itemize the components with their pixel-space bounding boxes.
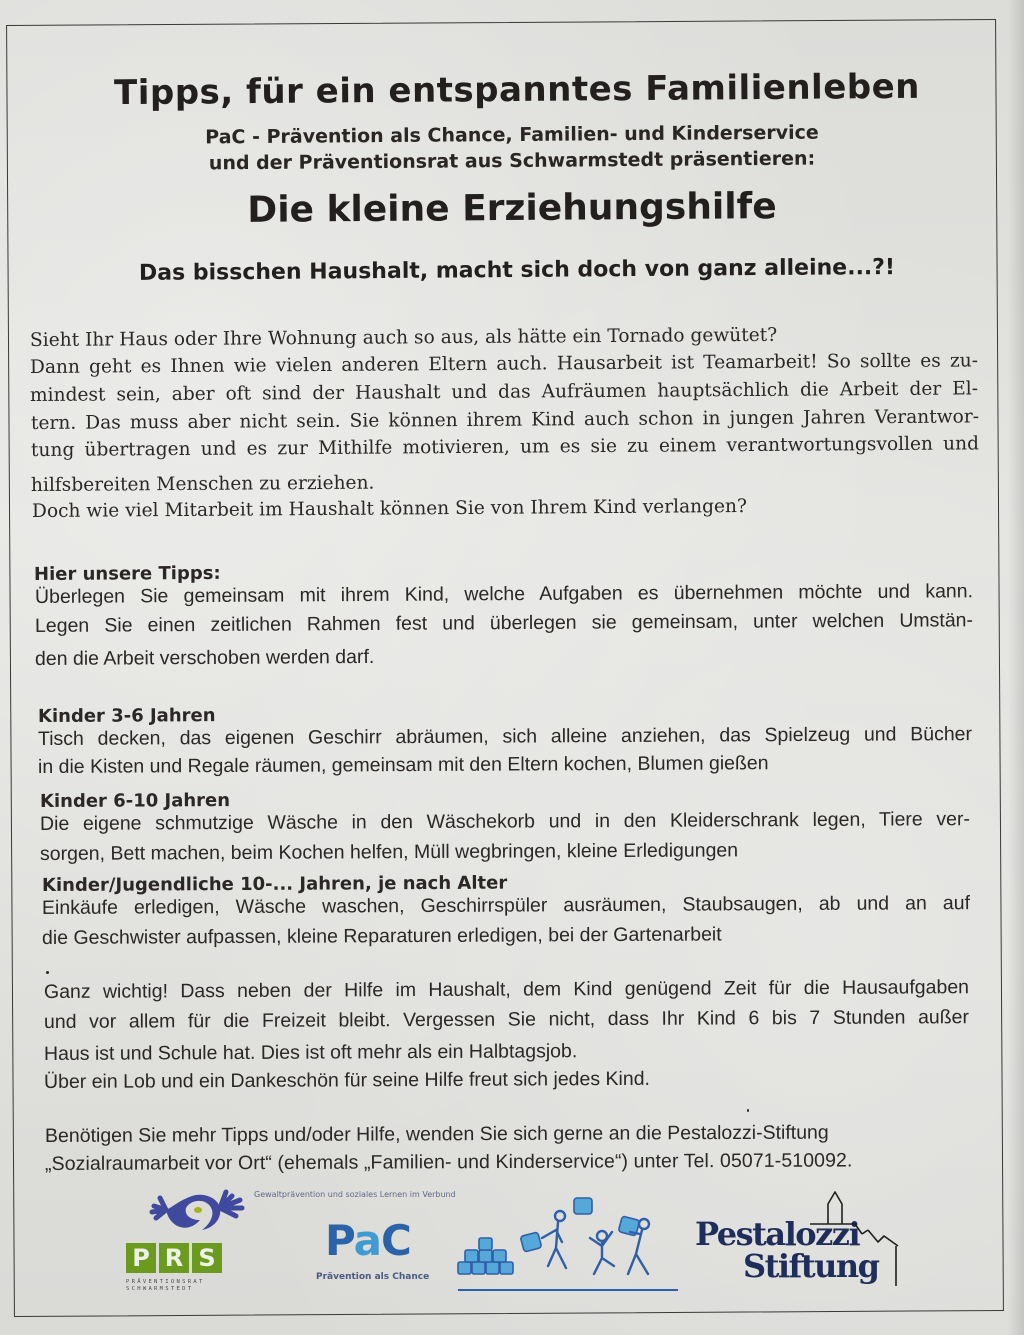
main-heading: Die kleine Erziehungshilfe [247,186,777,231]
prs-letter: P [126,1243,156,1273]
age-group-line: in die Kisten und Regale räumen, gemeinsam mit den Eltern kochen, Blumen gießen [37,752,769,778]
age-group-line: Einkäufe erledigen, Wäsche waschen, Geschirrspüler ausräumen, Staubsaugen, ab und an auf [41,892,971,919]
church-outline-icon [780,1186,905,1286]
stick-figures-blocks-icon [452,1194,682,1296]
contact-line: „Sozialraumarbeit vor Ort“ (ehemals „Familien- und Kinderservice“) unter Tel. 05071-510092. [44,1149,853,1175]
document-title: Tipps, für ein entspanntes Familienleben [113,66,921,114]
presenter-line-2: und der Präventionsrat aus Schwarmstedt präsentieren: [208,147,816,175]
prs-letter-blocks [126,1243,222,1273]
prs-subtitle-line-2: SCHWARMSTEDT [126,1286,194,1292]
presenter-line-1: PaC - Prävention als Chance, Familien- und Kinderservice [205,121,819,149]
verbund-tagline: Gewaltprävention und soziales Lernen im Verbund [254,1190,456,1199]
stray-dot [747,1109,749,1112]
tips-heading: Hier unsere Tipps: [33,562,221,585]
age-group-line: sorgen, Bett machen, beim Kochen helfen, Müll wegbringen, kleine Erledigungen [39,839,739,865]
intro-line: Doch wie viel Mitarbeit im Haushalt können Sie von Ihrem Kind verlangen? [31,496,748,522]
important-line: und vor allem für die Freizeit bleibt. Vergessen Sie nicht, dass Ihr Kind 6 bis 7 Stunden außer [43,1006,970,1033]
intro-line: Sieht Ihr Haus oder Ihre Wohnung auch so aus, als hätte ein Tornado gewütet? [29,324,778,351]
tips-line: Legen Sie einen zeitlichen Rahmen fest und überlegen sie gemeinsam, unter welchen Umstän- [34,609,974,637]
age-group-line: Die eigene schmutzige Wäsche in den Wäschekorb und in den Kleiderschrank legen, Tiere ver- [39,808,971,835]
important-line: Haus ist und Schule hat. Dies ist oft mehr als ein Halbtagsjob. [43,1040,578,1065]
intro-line: Dann geht es Ihnen wie vielen anderen Eltern auch. Hausarbeit ist Teamarbeit! So sollte es zu- [29,350,979,378]
intro-line: hilfsbereiten Menschen zu erziehen. [30,472,375,496]
age-group-line: die Geschwister aufpassen, kleine Reparaturen erledigen, bei der Gartenarbeit [41,923,722,949]
tips-line: Überlegen Sie gemeinsam mit ihrem Kind, welche Aufgaben es übernehmen möchte und kann. [34,580,974,608]
age-group-heading: Kinder 3-6 Jahren [37,705,216,727]
stray-dot [46,971,49,974]
prs-letter: S [192,1243,222,1273]
prs-figure-icon [148,1188,248,1238]
pac-letter-c: C [381,1216,411,1265]
pac-subtitle: Prävention als Chance [316,1272,430,1282]
important-line: Ganz wichtig! Dass neben der Hilfe im Haushalt, dem Kind genügend Zeit für die Hausaufgaben [43,976,970,1003]
age-group-line: Tisch decken, das eigenen Geschirr abräumen, sich alleine anziehen, das Spielzeug und Bücher [37,723,973,750]
tips-line: den die Arbeit verschoben werden darf. [34,645,375,670]
prs-letter: R [159,1243,189,1273]
pestalozzi-name: Pestalozzi [695,1215,860,1253]
intro-line: tern. Das muss aber nicht sein. Sie können ihrem Kind auch schon in jungen Jahren Verantwor- [30,406,980,434]
age-group-heading: Kinder 6-10 Jahren [39,790,231,812]
important-line: Über ein Lob und ein Dankeschön für seine Hilfe freut sich jedes Kind. [43,1067,651,1093]
contact-line: Benötigen Sie mehr Tipps und/oder Hilfe, wenden Sie sich gerne an die Pestalozzi-Stiftung [44,1121,829,1147]
pac-letter-a: a [353,1216,381,1265]
age-group-heading: Kinder/Jugendliche 10-... Jahren, je nach Alter [41,872,508,896]
intro-line: mindest sein, aber oft sind der Haushalt und das Aufräumen hauptsächlich die Arbeit der El- [29,378,979,406]
prs-subtitle-line-1: PRÄVENTIONSRAT [126,1279,205,1285]
intro-line: tung übertragen und es zur Mithilfe motivieren, um es sie zu einem verantwortungsvollen und [30,433,980,461]
stiftung-name: Stiftung [743,1247,879,1285]
tagline: Das bisschen Haushalt, macht sich doch von ganz alleine...?! [138,254,896,286]
pac-letter-p: P [325,1216,354,1265]
pac-logo [325,1218,411,1264]
